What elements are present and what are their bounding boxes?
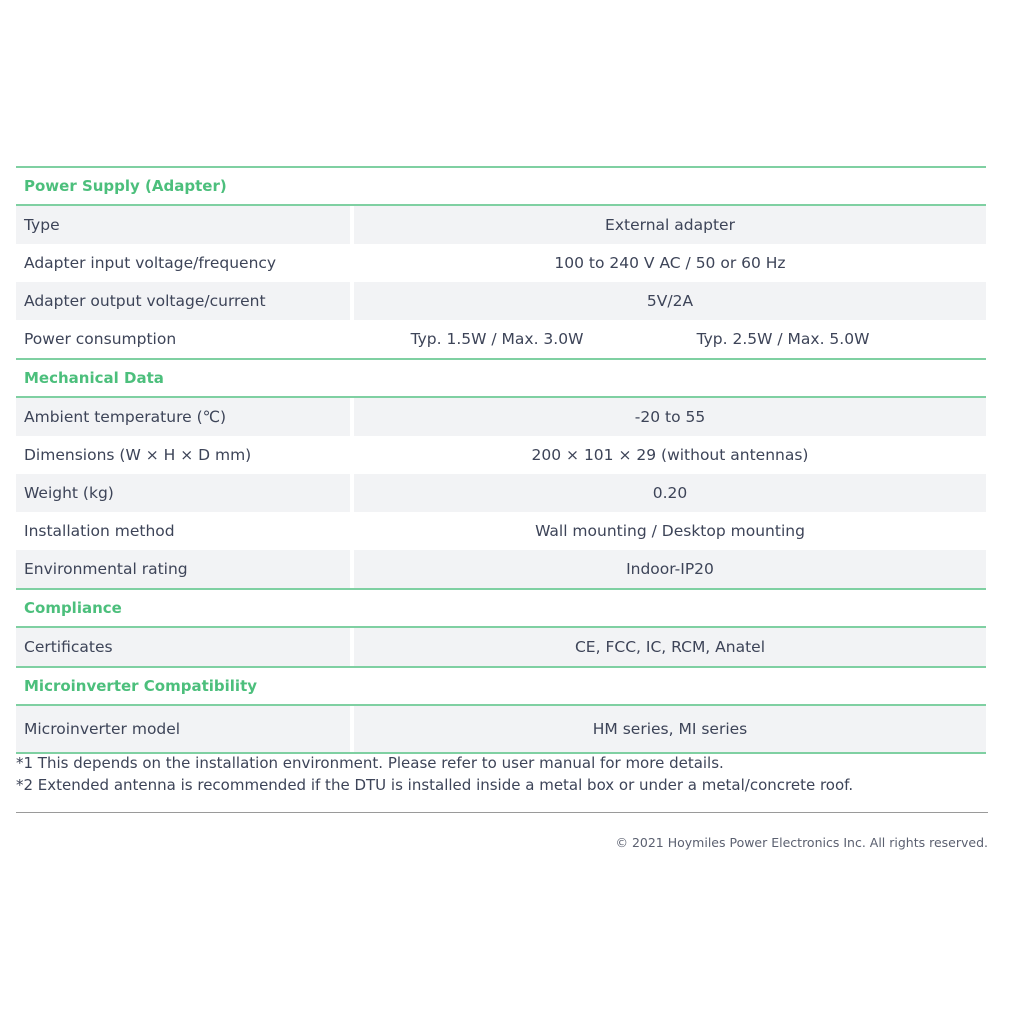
row-label: Certificates [16, 628, 350, 666]
row-value: Wall mounting / Desktop mounting [535, 522, 805, 540]
footnote-1: *1 This depends on the installation environment. Please refer to user manual for more details. [16, 754, 724, 772]
table-row [16, 244, 986, 282]
row-label: Environmental rating [16, 550, 350, 588]
row-label: Adapter output voltage/current [16, 282, 350, 320]
row-value: -20 to 55 [354, 398, 986, 436]
table-row [16, 706, 986, 752]
row-value-variant-2: Typ. 2.5W / Max. 5.0W [696, 330, 870, 348]
table-row [16, 628, 986, 666]
table-row [16, 512, 986, 550]
table-row [16, 550, 986, 588]
table-row [16, 474, 986, 512]
row-label: Type [16, 206, 350, 244]
footnote-2: *2 Extended antenna is recommended if the DTU is installed inside a metal box or under a metal/concrete roof. [16, 776, 854, 794]
footer-divider [16, 812, 988, 813]
spec-table [16, 166, 986, 754]
section-title-power-supply: Power Supply (Adapter) [16, 168, 986, 204]
row-label: Power consumption [24, 330, 177, 348]
row-value: CE, FCC, IC, RCM, Anatel [354, 628, 986, 666]
row-label: Adapter input voltage/frequency [24, 254, 277, 272]
copyright-notice: © 2021 Hoymiles Power Electronics Inc. All rights reserved. [615, 835, 988, 850]
section-title-compliance: Compliance [16, 590, 986, 626]
row-value: 5V/2A [354, 282, 986, 320]
row-value: 0.20 [354, 474, 986, 512]
row-label: Dimensions (W × H × D mm) [24, 446, 252, 464]
row-value: Indoor-IP20 [354, 550, 986, 588]
row-label: Installation method [24, 522, 175, 540]
row-value: 200 × 101 × 29 (without antennas) [531, 446, 809, 464]
table-row [16, 436, 986, 474]
row-label: Ambient temperature (℃) [16, 398, 350, 436]
footnotes [16, 752, 853, 796]
row-value-split [354, 320, 986, 358]
table-row [16, 398, 986, 436]
table-row [16, 206, 986, 244]
section-title-mechanical-data: Mechanical Data [16, 360, 986, 396]
row-value: 100 to 240 V AC / 50 or 60 Hz [554, 254, 786, 272]
row-label: Microinverter model [16, 706, 350, 752]
row-value: External adapter [354, 206, 986, 244]
section-title-microinverter-compatibility: Microinverter Compatibility [16, 668, 986, 704]
table-row [16, 320, 986, 358]
row-value: HM series, MI series [354, 706, 986, 752]
row-value-variant-1: Typ. 1.5W / Max. 3.0W [410, 330, 584, 348]
row-label: Weight (kg) [16, 474, 350, 512]
table-row [16, 282, 986, 320]
